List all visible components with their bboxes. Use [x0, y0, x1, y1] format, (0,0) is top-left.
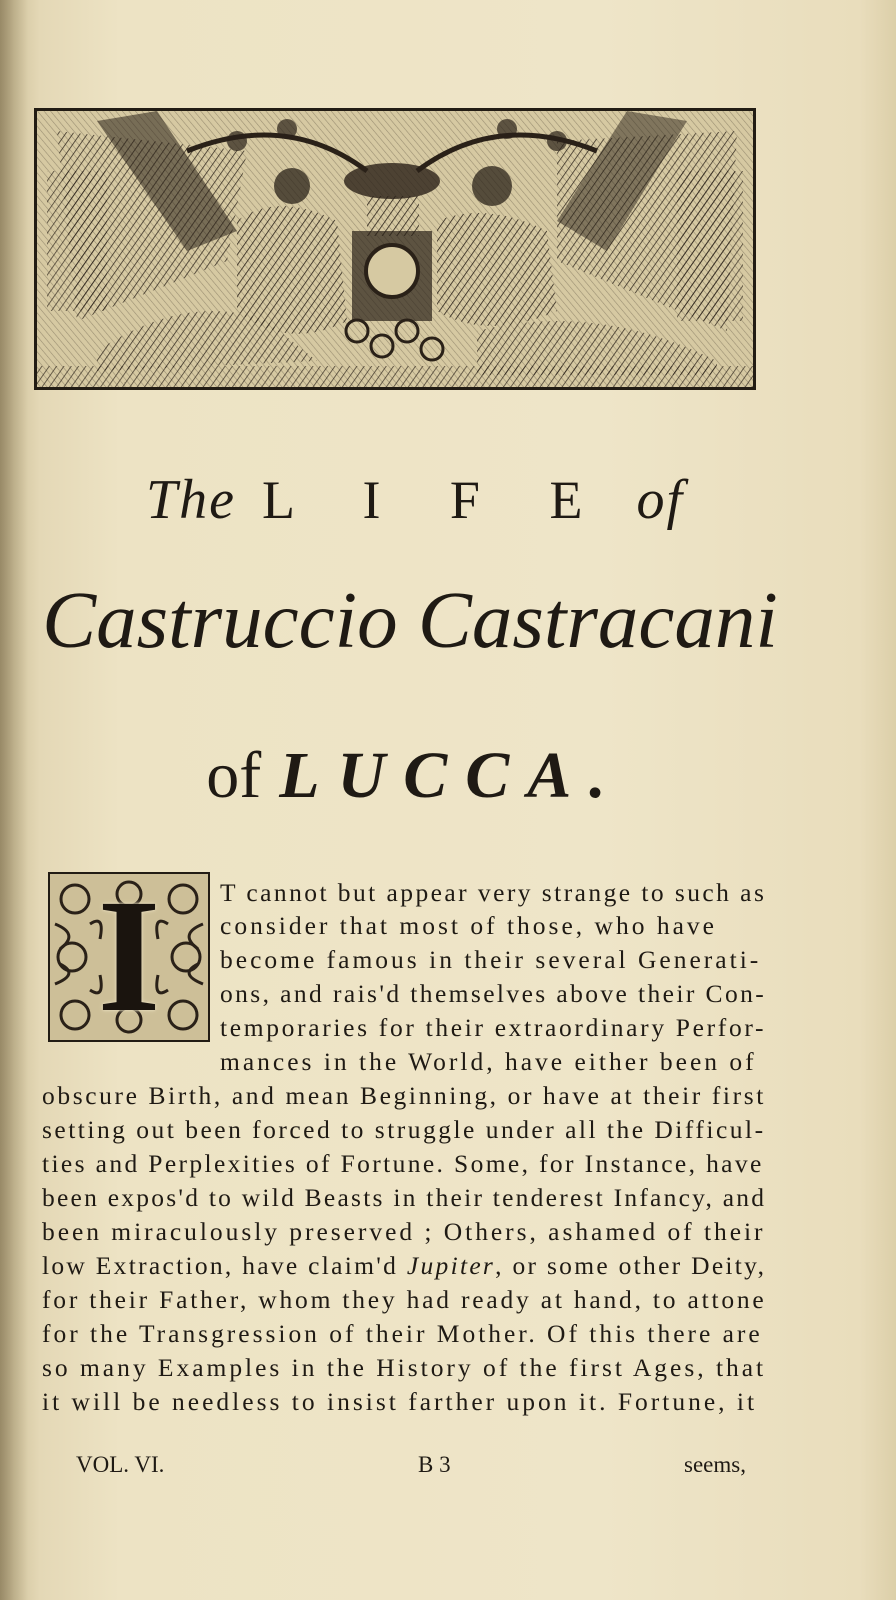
title-of-2: of	[206, 739, 262, 812]
body-line-1: T cannot but appear very strange to such as	[220, 878, 767, 907]
title-of-lucca	[0, 738, 830, 814]
body-line-8: setting out been forced to struggle under all the Difficul-	[42, 1115, 766, 1144]
body-line-12	[42, 1253, 766, 1279]
title-the: The	[145, 469, 236, 531]
headpiece-illustration	[37, 111, 753, 387]
body-line-12-start: low Extraction, have claim'd	[42, 1251, 407, 1280]
title-of: of	[636, 469, 685, 531]
body-line-16: it will be needless to insist farther upon it. Fortune, it	[42, 1387, 758, 1416]
title-life: L I F E	[261, 470, 611, 530]
body-line-3: become famous in their several Generati-	[220, 945, 762, 974]
body-line-9: ties and Perplexities of Fortune. Some, for Instance, have	[42, 1149, 764, 1178]
volume-marker: VOL. VI.	[76, 1452, 165, 1477]
body-line-14: for the Transgression of their Mother. Of this there are	[42, 1319, 763, 1348]
body-line-10: been expos'd to wild Beasts in their tenderest Infancy, and	[42, 1183, 767, 1212]
signature-mark: B 3	[418, 1452, 451, 1477]
catchword: seems,	[684, 1452, 746, 1477]
woodcut-headpiece	[34, 108, 756, 390]
title-the-life-of	[0, 468, 830, 532]
body-line-7: obscure Birth, and mean Beginning, or have at their first	[42, 1081, 766, 1110]
body-line-13: for their Father, whom they had ready at hand, to attone	[42, 1285, 767, 1314]
body-line-6: mances in the World, have either been of	[220, 1047, 757, 1076]
body-line-4: ons, and rais'd themselves above their Con-	[220, 979, 767, 1008]
body-line-12-end: , or some other Deity,	[495, 1251, 767, 1280]
title-place: LUCCA.	[279, 739, 624, 812]
body-line-15: so many Examples in the History of the first Ages, that	[42, 1353, 767, 1382]
body-line-11: been miraculously preserved ; Others, ashamed of their	[42, 1217, 766, 1246]
body-line-12-italic: Jupiter	[406, 1251, 496, 1280]
title-name: Castruccio Castracani	[42, 575, 778, 665]
body-line-5: temporaries for their extraordinary Perfor-	[220, 1013, 767, 1042]
drop-capital-letter: I	[97, 872, 161, 1042]
drop-capital-ornament	[48, 872, 210, 1042]
body-line-2: consider that most of those, who have	[220, 911, 717, 940]
